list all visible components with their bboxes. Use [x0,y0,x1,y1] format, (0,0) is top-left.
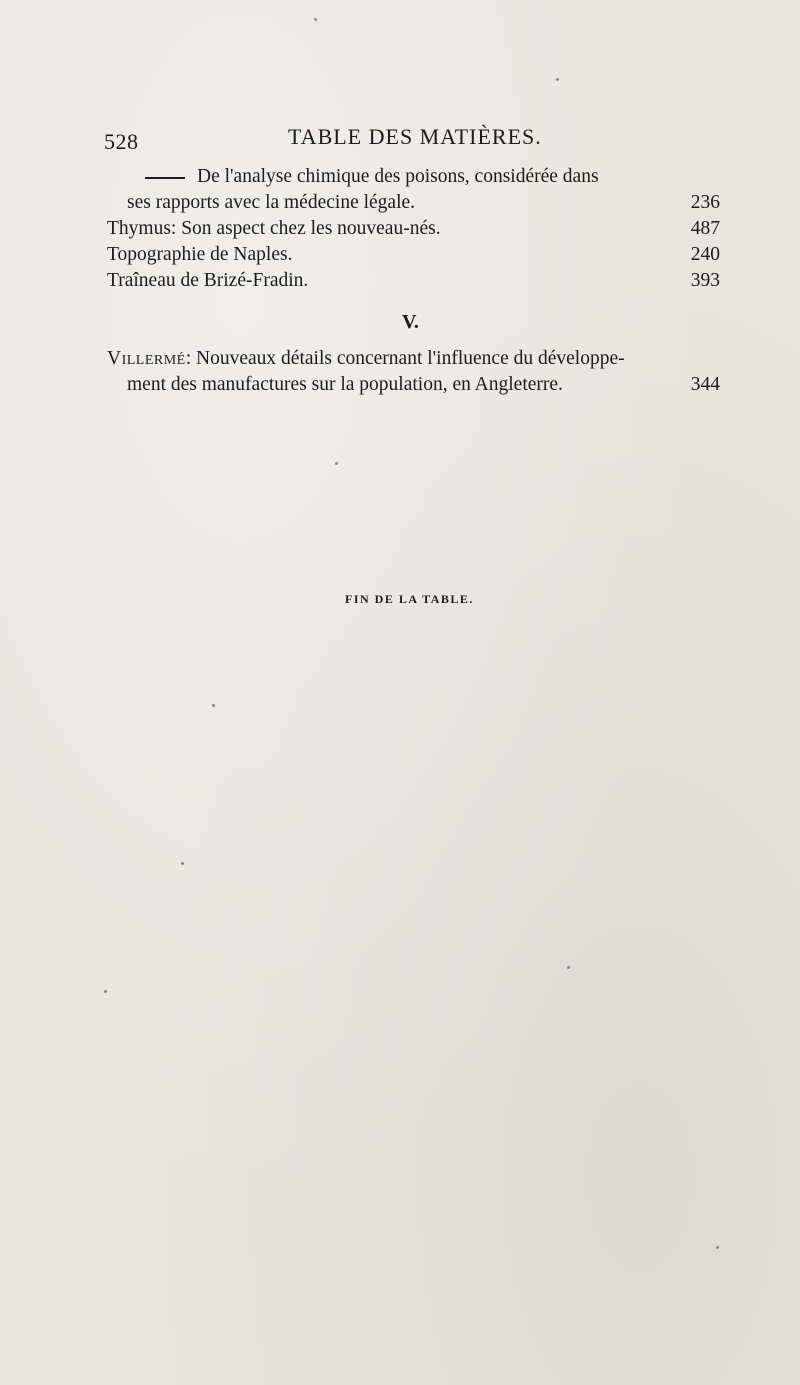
index-entry-line [107,218,441,240]
paper-speck [314,18,317,21]
index-entry-text: Thymus: Son aspect chez les nouveau-nés. [107,218,441,239]
index-entry-line [107,270,308,292]
index-entry-page: 487 [690,218,720,239]
index-entry-line [143,166,599,188]
index-entry-line [107,348,625,370]
bleed-through-text [100,150,750,1300]
index-entry-page: 393 [690,270,720,291]
end-of-table: FIN DE LA TABLE. [345,592,474,606]
index-entry-page: 236 [690,192,720,213]
index-entry-text: : Nouveaux détails concernant l'influence du développe- [185,348,625,369]
running-title: TABLE DES MATIÈRES. [288,124,542,149]
index-entry-page: 344 [690,374,720,395]
paper-speck [212,704,215,707]
index-entry-page: 240 [690,244,720,265]
author-name: Villermé [107,348,186,369]
index-entry-line [107,244,292,266]
index-entry-text: Traîneau de Brizé-Fradin. [107,270,309,291]
paper-speck [716,1246,719,1249]
paper-speck [181,862,184,865]
index-entry-text: De l'analyse chimique des poisons, considérée dans [197,166,599,187]
paper-speck [335,462,338,465]
repeat-dash [145,177,185,179]
index-entry-line [127,192,415,214]
paper-speck [556,78,559,81]
index-entry-line [127,374,563,396]
index-entry-text: Topographie de Naples. [107,244,293,265]
section-letter: V. [402,311,419,333]
paper-speck [104,990,107,993]
paper-speck [567,966,570,969]
index-entry-text: ment des manufactures sur la population, en Angleterre. [127,374,563,395]
page-number: 528 [104,129,139,154]
index-entry-text: ses rapports avec la médecine légale. [127,192,416,213]
